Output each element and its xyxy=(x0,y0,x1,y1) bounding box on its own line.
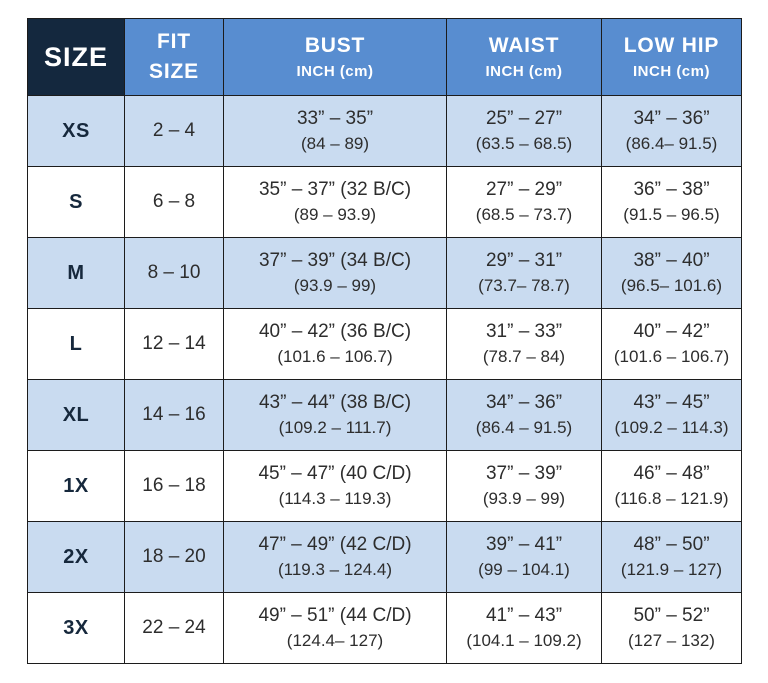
bust-value xyxy=(224,167,447,238)
waist-cm: (73.7– 78.7) xyxy=(478,276,570,296)
bust-value xyxy=(224,238,447,309)
bust-cm: (124.4– 127) xyxy=(286,631,384,651)
bust-cm: (119.3 – 124.4) xyxy=(277,560,393,580)
bust-inches: 45” – 47” (40 C/D) xyxy=(258,462,412,484)
header-waist xyxy=(447,19,602,96)
low-hip-cm: (109.2 – 114.3) xyxy=(614,418,729,438)
bust-inches: 35” – 37” (32 B/C) xyxy=(258,178,412,200)
low-hip-value xyxy=(602,309,742,380)
bust-cm: (114.3 – 119.3) xyxy=(278,489,392,509)
header-fit-size xyxy=(125,19,224,96)
fit-size-value: 2 – 4 xyxy=(125,96,224,167)
bust-cm: (109.2 – 111.7) xyxy=(278,418,392,438)
bust-inches: 40” – 42” (36 B/C) xyxy=(258,320,412,342)
size-label: 2X xyxy=(28,522,125,593)
header-bust-unit: INCH (cm) xyxy=(296,62,374,80)
waist-inches: 29” – 31” xyxy=(485,249,563,271)
size-label: S xyxy=(28,167,125,238)
waist-cm: (104.1 – 109.2) xyxy=(466,631,582,651)
waist-value xyxy=(447,451,602,522)
size-label: M xyxy=(28,238,125,309)
waist-inches: 25” – 27” xyxy=(485,107,563,129)
waist-cm: (86.4 – 91.5) xyxy=(475,418,573,438)
low-hip-value xyxy=(602,167,742,238)
low-hip-value xyxy=(602,96,742,167)
header-bust-label: BUST xyxy=(304,33,366,57)
waist-value xyxy=(447,522,602,593)
fit-size-value: 6 – 8 xyxy=(125,167,224,238)
low-hip-inches: 34” – 36” xyxy=(633,107,710,129)
bust-value xyxy=(224,380,447,451)
waist-value xyxy=(447,167,602,238)
table-row-s xyxy=(28,167,742,238)
table-row-1x xyxy=(28,451,742,522)
waist-inches: 37” – 39” xyxy=(485,462,563,484)
table-row-3x xyxy=(28,593,742,664)
bust-value xyxy=(224,522,447,593)
size-label: L xyxy=(28,309,125,380)
low-hip-cm: (96.5– 101.6) xyxy=(620,276,723,296)
size-label: 3X xyxy=(28,593,125,664)
fit-size-value: 14 – 16 xyxy=(125,380,224,451)
fit-size-value: 12 – 14 xyxy=(125,309,224,380)
header-fit-line1: FIT xyxy=(157,29,191,53)
fit-size-value: 8 – 10 xyxy=(125,238,224,309)
table-row-xs xyxy=(28,96,742,167)
fit-size-value: 16 – 18 xyxy=(125,451,224,522)
bust-inches: 47” – 49” (42 C/D) xyxy=(258,533,412,555)
fit-size-value: 18 – 20 xyxy=(125,522,224,593)
bust-cm: (101.6 – 106.7) xyxy=(277,347,393,367)
header-fit-line2: SIZE xyxy=(149,60,199,83)
low-hip-cm: (121.9 – 127) xyxy=(620,560,723,580)
low-hip-inches: 38” – 40” xyxy=(633,249,710,271)
size-label: XS xyxy=(28,96,125,167)
bust-value xyxy=(224,96,447,167)
bust-value xyxy=(224,309,447,380)
size-chart-table xyxy=(27,18,742,664)
header-low-hip-unit: INCH (cm) xyxy=(632,62,710,80)
bust-cm: (93.9 – 99) xyxy=(293,276,377,296)
low-hip-cm: (127 – 132) xyxy=(628,631,715,651)
waist-inches: 39” – 41” xyxy=(485,533,563,555)
bust-inches: 43” – 44” (38 B/C) xyxy=(258,391,412,413)
waist-inches: 41” – 43” xyxy=(485,604,563,626)
waist-inches: 34” – 36” xyxy=(485,391,563,413)
waist-value xyxy=(447,593,602,664)
size-chart xyxy=(27,18,741,664)
fit-size-value: 22 – 24 xyxy=(125,593,224,664)
header-waist-unit: INCH (cm) xyxy=(485,62,563,80)
low-hip-inches: 36” – 38” xyxy=(633,178,710,200)
header-low-hip-label: LOW HIP xyxy=(623,33,720,57)
header-row xyxy=(28,19,742,96)
table-row-2x xyxy=(28,522,742,593)
waist-value xyxy=(447,309,602,380)
bust-inches: 33” – 35” xyxy=(296,107,374,129)
low-hip-cm: (91.5 – 96.5) xyxy=(623,205,720,225)
bust-inches: 37” – 39” (34 B/C) xyxy=(258,249,412,271)
header-low-hip xyxy=(602,19,742,96)
waist-inches: 27” – 29” xyxy=(485,178,563,200)
low-hip-value xyxy=(602,451,742,522)
bust-cm: (89 – 93.9) xyxy=(293,205,377,225)
low-hip-inches: 43” – 45” xyxy=(633,391,710,413)
low-hip-value xyxy=(602,380,742,451)
waist-value xyxy=(447,238,602,309)
header-waist-label: WAIST xyxy=(488,33,560,57)
table-row-m xyxy=(28,238,742,309)
bust-inches: 49” – 51” (44 C/D) xyxy=(258,604,412,626)
waist-value xyxy=(447,380,602,451)
low-hip-inches: 40” – 42” xyxy=(633,320,710,342)
waist-cm: (63.5 – 68.5) xyxy=(475,134,573,154)
bust-value xyxy=(224,451,447,522)
low-hip-value xyxy=(602,238,742,309)
waist-cm: (78.7 – 84) xyxy=(482,347,566,367)
low-hip-value xyxy=(602,593,742,664)
low-hip-inches: 46” – 48” xyxy=(633,462,710,484)
low-hip-cm: (86.4– 91.5) xyxy=(625,134,718,154)
low-hip-value xyxy=(602,522,742,593)
size-label: 1X xyxy=(28,451,125,522)
header-size: SIZE xyxy=(28,19,125,96)
header-bust xyxy=(224,19,447,96)
bust-cm: (84 – 89) xyxy=(300,134,370,154)
table-row-l xyxy=(28,309,742,380)
waist-cm: (99 – 104.1) xyxy=(478,560,570,580)
waist-cm: (68.5 – 73.7) xyxy=(475,205,573,225)
low-hip-inches: 50” – 52” xyxy=(633,604,710,626)
low-hip-cm: (101.6 – 106.7) xyxy=(613,347,730,367)
low-hip-inches: 48” – 50” xyxy=(633,533,710,555)
waist-value xyxy=(447,96,602,167)
table-row-xl xyxy=(28,380,742,451)
waist-cm: (93.9 – 99) xyxy=(482,489,566,509)
waist-inches: 31” – 33” xyxy=(485,320,563,342)
low-hip-cm: (116.8 – 121.9) xyxy=(614,489,729,509)
size-label: XL xyxy=(28,380,125,451)
bust-value xyxy=(224,593,447,664)
